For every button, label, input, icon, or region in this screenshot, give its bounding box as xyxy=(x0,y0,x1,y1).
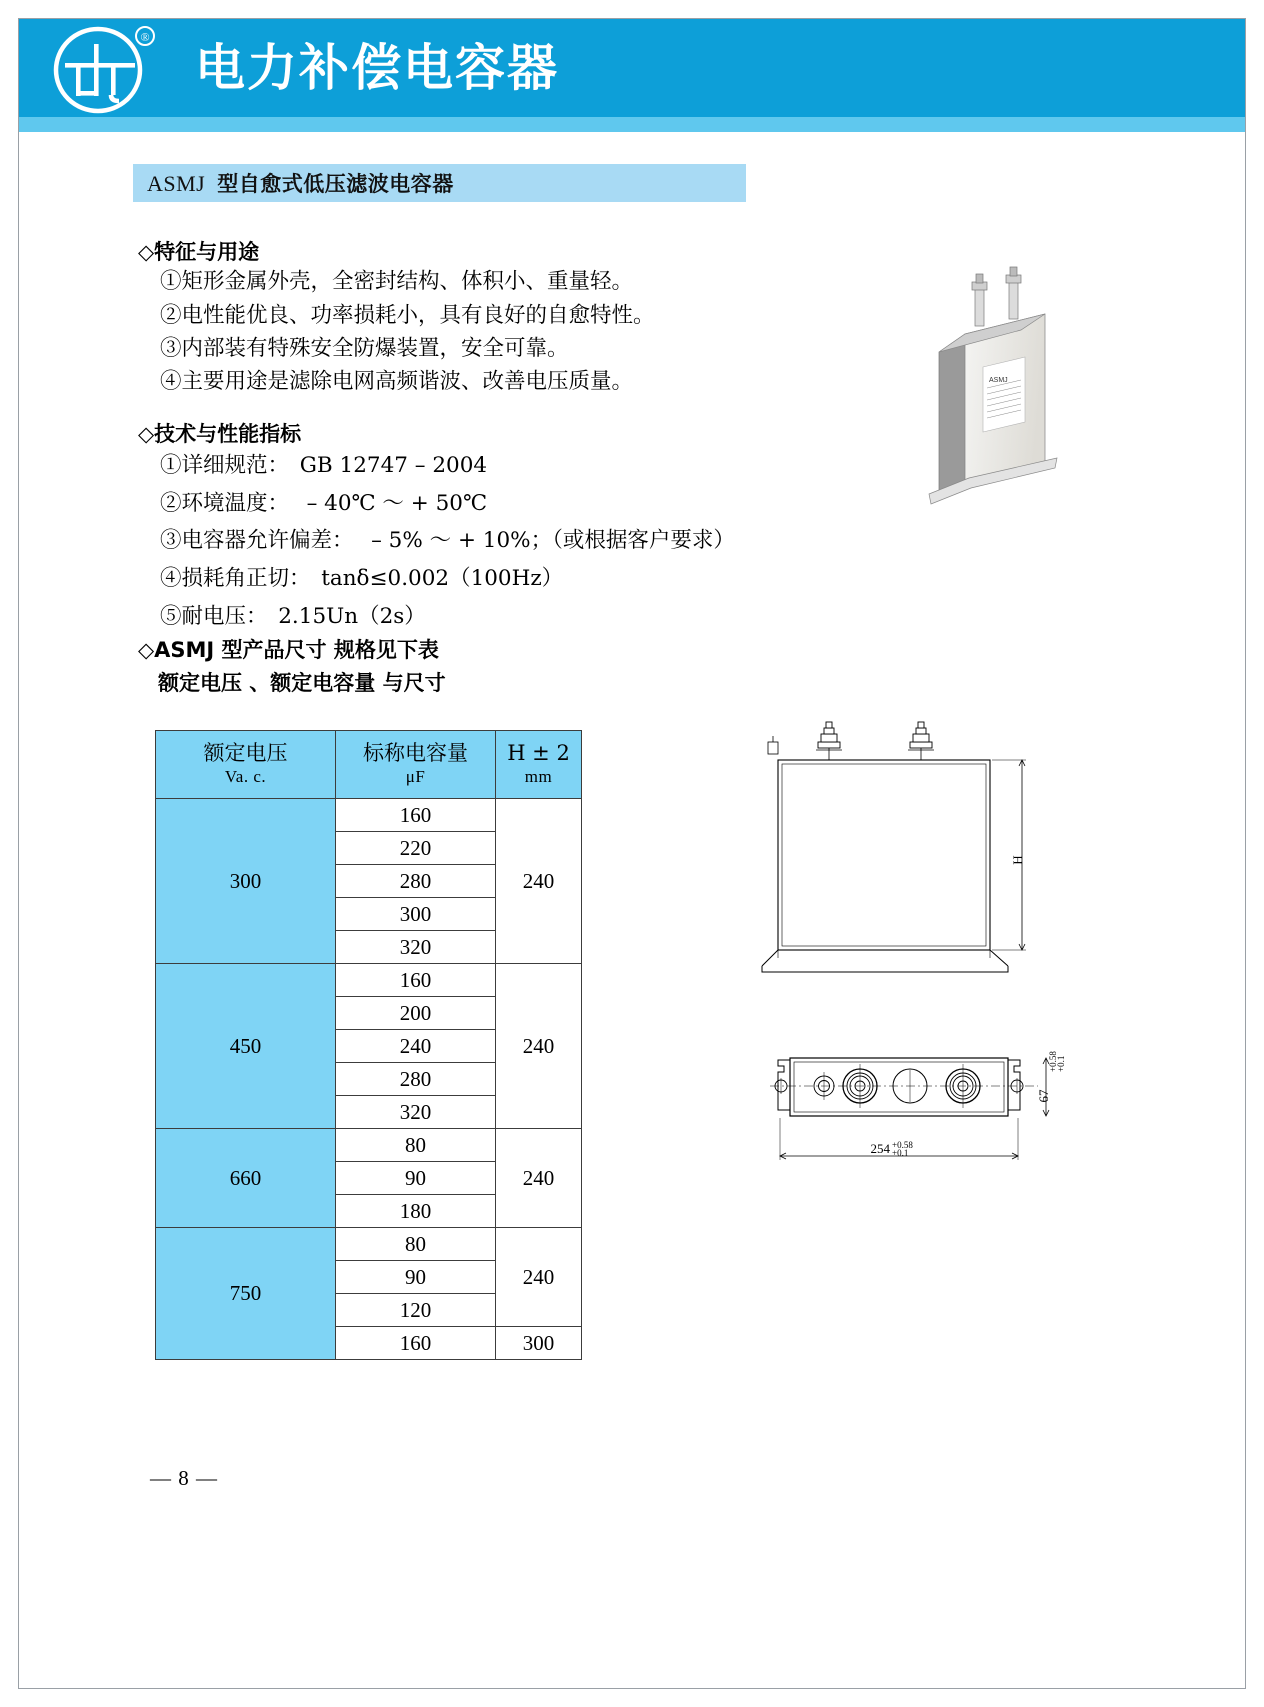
table-row xyxy=(156,799,582,832)
column-header-line1: 额定电压 xyxy=(203,740,288,765)
specs-block xyxy=(138,422,735,635)
top-view-height-value: 67 xyxy=(1036,1089,1051,1103)
top-view-width-value: 254 xyxy=(870,1141,890,1156)
spec-item: ⑤耐电压： 2.15Un（2s） xyxy=(160,603,426,629)
table-row xyxy=(156,1228,582,1261)
table-body xyxy=(156,799,582,1360)
cell-nominal-capacitance: 160 xyxy=(336,964,496,997)
cell-nominal-capacitance: 280 xyxy=(336,865,496,898)
front-view-drawing xyxy=(760,720,1060,995)
company-logo xyxy=(45,22,167,114)
table-row xyxy=(156,964,582,997)
features-heading: ◇特征与用途 xyxy=(138,240,260,264)
spec-item: ④损耗角正切： tanδ≤0.002（100Hz） xyxy=(160,566,564,592)
cell-nominal-capacitance: 90 xyxy=(336,1162,496,1195)
page-title: 电力补偿电容器 xyxy=(195,39,559,97)
section-name: 型自愈式低压滤波电容器 xyxy=(217,172,454,196)
cell-rated-voltage: 450 xyxy=(156,964,336,1129)
column-header-line2: Va. c. xyxy=(224,767,267,787)
table-row xyxy=(156,1129,582,1162)
specs-heading: ◇技术与性能指标 xyxy=(138,422,302,446)
spec-item: ①详细规范： GB 12747 – 2004 xyxy=(160,453,488,479)
product-photo-label: ASMJ xyxy=(989,377,1008,384)
spec-item: ③电容器允许偏差： – 5% ～ + 10%；（或根据客户要求） xyxy=(160,528,735,554)
dimensions-intro-line1: ◇ASMJ 型产品尺寸 规格见下表 xyxy=(138,638,439,662)
top-view-drawing xyxy=(750,1020,1080,1215)
feature-item: ④主要用途是滤除电网高频谐波、改善电压质量。 xyxy=(160,369,634,395)
features-block xyxy=(138,240,655,398)
product-photo xyxy=(905,262,1085,512)
cell-nominal-capacitance: 220 xyxy=(336,832,496,865)
feature-item: ①矩形金属外壳，全密封结构、体积小、重量轻。 xyxy=(160,269,634,295)
column-header-rated-voltage xyxy=(156,731,336,799)
terminal-left-icon xyxy=(972,274,987,326)
cell-height: 240 xyxy=(496,799,582,964)
cell-nominal-capacitance: 320 xyxy=(336,1096,496,1129)
cell-nominal-capacitance: 160 xyxy=(336,1327,496,1360)
dimensions-intro-line2: 额定电压 、额定电容量 与尺寸 xyxy=(158,670,446,695)
feature-item: ②电性能优良、功率损耗小，具有良好的自愈特性。 xyxy=(160,302,655,328)
page-header xyxy=(19,19,1245,117)
top-view-svg xyxy=(750,1020,1080,1210)
cell-nominal-capacitance: 80 xyxy=(336,1228,496,1261)
section-title-text xyxy=(133,168,454,198)
cell-nominal-capacitance: 300 xyxy=(336,898,496,931)
specification-table xyxy=(155,730,582,1360)
capacitor-photo-illustration xyxy=(905,262,1085,512)
cell-height: 300 xyxy=(496,1327,582,1360)
cell-rated-voltage: 300 xyxy=(156,799,336,964)
top-view-height-tol-upper: +0.58 xyxy=(1048,1051,1058,1072)
registered-mark: ® xyxy=(140,30,150,44)
cell-nominal-capacitance: 160 xyxy=(336,799,496,832)
terminal-right-icon xyxy=(908,722,934,760)
column-header-line1: 标称电容量 xyxy=(363,740,468,765)
cell-nominal-capacitance: 90 xyxy=(336,1261,496,1294)
cell-nominal-capacitance: 80 xyxy=(336,1129,496,1162)
page-number: — 8 — xyxy=(150,1466,218,1490)
terminal-right-icon xyxy=(1006,267,1021,319)
table-header-row xyxy=(156,731,582,799)
cell-nominal-capacitance: 280 xyxy=(336,1063,496,1096)
cell-nominal-capacitance: 320 xyxy=(336,931,496,964)
cell-rated-voltage: 660 xyxy=(156,1129,336,1228)
cell-height: 240 xyxy=(496,1129,582,1228)
front-view-height-label: H xyxy=(1010,855,1025,865)
cell-nominal-capacitance: 120 xyxy=(336,1294,496,1327)
dimensions-intro-block xyxy=(138,634,446,699)
ht-oval-logo-icon xyxy=(45,22,167,114)
cell-height: 240 xyxy=(496,1228,582,1327)
cell-rated-voltage: 750 xyxy=(156,1228,336,1360)
section-code: ASMJ xyxy=(147,171,206,196)
top-view-height-tol-lower: +0.1 xyxy=(1056,1055,1066,1072)
top-view-width-tol-upper: +0.58 xyxy=(892,1140,913,1150)
column-header-nominal-capacitance xyxy=(336,731,496,799)
column-header-line2: μF xyxy=(405,767,426,787)
cell-nominal-capacitance: 200 xyxy=(336,997,496,1030)
column-header-height xyxy=(496,731,582,799)
column-header-line1: H ± 2 xyxy=(507,740,570,765)
top-view-width-tol-lower: +0.1 xyxy=(892,1148,909,1158)
spec-item: ②环境温度： – 40℃ ～ + 50℃ xyxy=(160,490,488,516)
front-view-svg xyxy=(760,720,1060,990)
column-header-line2: mm xyxy=(524,767,553,787)
terminal-left-icon xyxy=(816,722,842,760)
header-accent-bar xyxy=(19,117,1245,132)
section-title-bar xyxy=(133,164,746,202)
cell-height: 240 xyxy=(496,964,582,1129)
feature-item: ③内部装有特殊安全防爆装置，安全可靠。 xyxy=(160,335,569,361)
cell-nominal-capacitance: 240 xyxy=(336,1030,496,1063)
cell-nominal-capacitance: 180 xyxy=(336,1195,496,1228)
